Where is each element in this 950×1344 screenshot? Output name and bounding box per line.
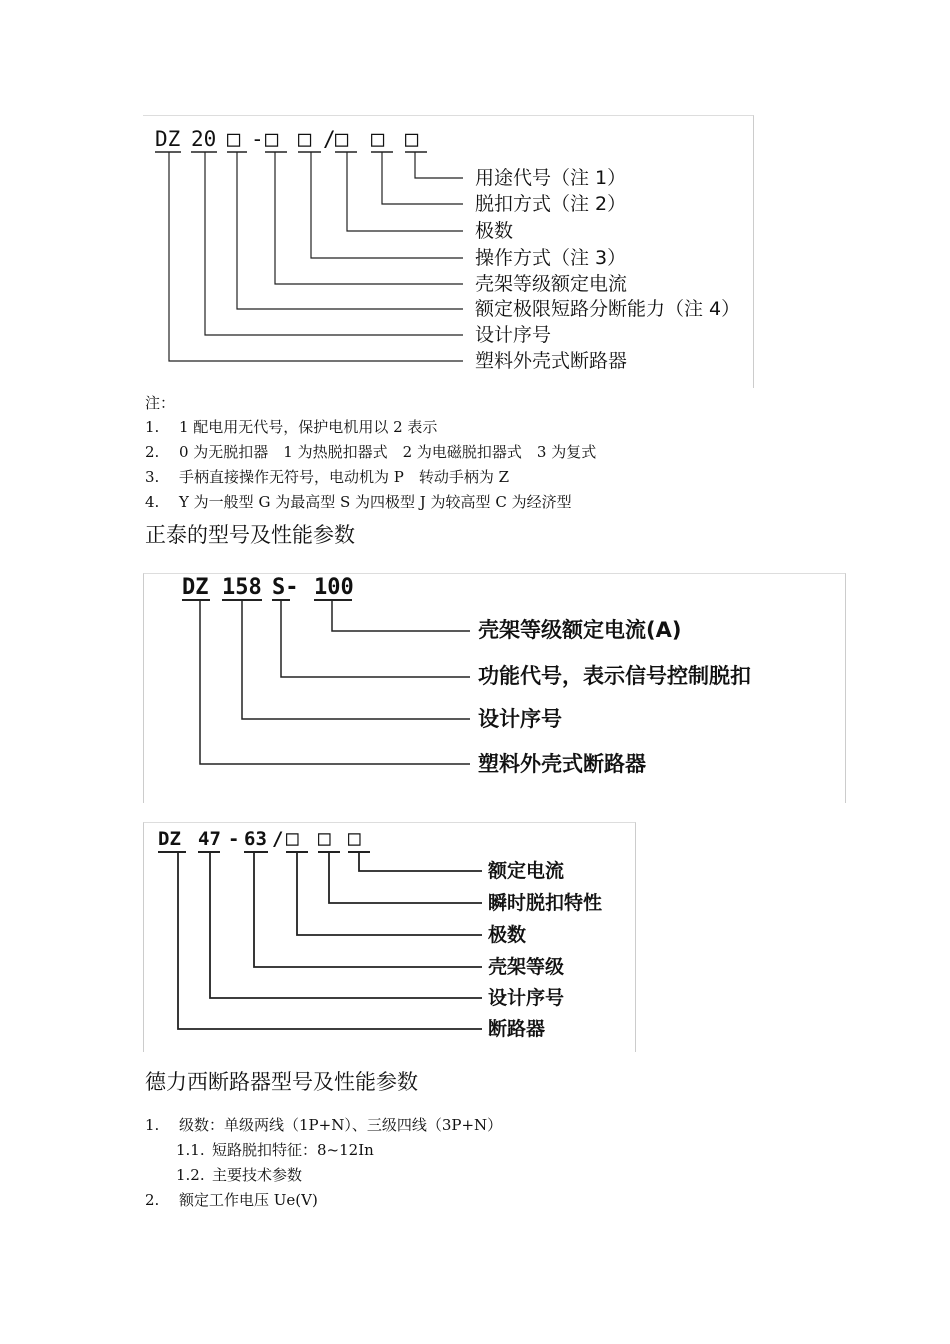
label-usage-code: 用途代号（注 1）: [475, 167, 627, 189]
list-text: 额定工作电压 Ue(V): [179, 1191, 318, 1209]
note-text: 0 为无脱扣器 1 为热脱扣器式 2 为电磁脱扣器式 3 为复式: [179, 443, 597, 461]
dz47-diagram-svg: [144, 823, 635, 1052]
label-poles: 极数: [488, 924, 527, 946]
code-dash: -: [228, 828, 240, 850]
code-dash: -: [251, 127, 264, 151]
label-design-serial: 设计序号: [488, 987, 565, 1009]
leader-line: [359, 852, 482, 871]
code-box-3: □: [348, 826, 361, 850]
code-box-2: □: [318, 826, 331, 850]
label-design-serial: 设计序号: [475, 324, 552, 346]
leader-line: [210, 852, 482, 998]
note-item-4: [145, 493, 572, 511]
label-mccb: 塑料外壳式断路器: [478, 752, 646, 776]
code-s: S-: [272, 575, 299, 600]
note-text: 1 配电用无代号，保护电机用以 2 表示: [179, 418, 438, 436]
list-item-1-1: [176, 1141, 374, 1159]
code-box-2: □: [265, 127, 279, 152]
section-heading-delixi: 德力西断路器型号及性能参数: [145, 1070, 418, 1094]
code-box-3: □: [298, 127, 312, 152]
label-instant-trip: 瞬时脱扣特性: [488, 892, 603, 914]
leader-line: [169, 152, 463, 361]
leader-line: [281, 600, 470, 677]
label-frame-class: 壳架等级: [488, 956, 565, 978]
code-slash: /: [323, 127, 336, 151]
label-mccb: 塑料外壳式断路器: [475, 350, 628, 372]
leader-line: [297, 852, 482, 935]
label-trip-mode: 脱扣方式（注 2）: [475, 193, 627, 215]
dz20-model-diagram: [143, 115, 754, 388]
label-breaker: 断路器: [488, 1018, 546, 1040]
list-number: 2.: [145, 443, 160, 461]
list-number: 3.: [145, 468, 160, 486]
note-item-2: [145, 443, 596, 461]
code-box-4: □: [335, 127, 349, 152]
list-number: 2.: [145, 1191, 160, 1209]
code-box-6: □: [405, 127, 419, 152]
dz158-model-diagram: [143, 573, 846, 803]
code-box-1: □: [227, 127, 241, 152]
label-frame-current: 壳架等级额定电流: [475, 273, 628, 295]
label-frame-current: 壳架等级额定电流(A): [478, 618, 682, 642]
list-number: 4.: [145, 493, 160, 511]
code-47: 47: [198, 828, 221, 850]
list-item-2: [145, 1191, 318, 1209]
code-100: 100: [314, 575, 354, 600]
list-number: 1.: [145, 418, 160, 436]
list-number: 1.2.: [176, 1166, 205, 1184]
code-slash: /: [272, 828, 284, 850]
code-20: 20: [191, 127, 217, 151]
code-dz: DZ: [182, 575, 209, 600]
code-box-1: □: [286, 826, 299, 850]
leader-line: [205, 152, 463, 335]
list-text: 主要技术参数: [212, 1166, 303, 1184]
leader-line: [347, 152, 463, 231]
label-design-serial: 设计序号: [478, 707, 562, 731]
leader-line: [178, 852, 482, 1029]
note-text: 手柄直接操作无符号，电动机为 P 转动手柄为 Z: [179, 468, 510, 486]
leader-line: [415, 152, 463, 178]
label-operation-mode: 操作方式（注 3）: [475, 247, 627, 269]
list-number: 1.1.: [176, 1141, 205, 1159]
leader-line: [332, 600, 470, 631]
note-item-1: [145, 418, 437, 436]
notes-title: 注：: [145, 394, 176, 412]
list-item-1-2: [176, 1166, 302, 1184]
note-item-3: [145, 468, 509, 486]
dz20-diagram-svg: [143, 116, 753, 388]
section-heading-chint: 正泰的型号及性能参数: [145, 523, 355, 547]
list-item-1: [145, 1116, 502, 1134]
leader-line: [329, 852, 482, 903]
label-function-code: 功能代号，表示信号控制脱扣: [478, 664, 751, 688]
note-text: Y 为一般型 G 为最高型 S 为四极型 J 为较高型 C 为经济型: [179, 493, 572, 511]
list-text: 级数：单级两线（1P+N）、三级四线（3P+N）: [179, 1116, 503, 1134]
leader-line: [242, 600, 470, 719]
leader-line: [311, 152, 463, 258]
dz158-diagram-svg: [144, 574, 845, 803]
list-number: 1.: [145, 1116, 160, 1134]
list-text: 短路脱扣特征：8~12In: [212, 1141, 374, 1159]
dz47-model-diagram: [143, 822, 636, 1052]
code-dz: DZ: [158, 828, 181, 850]
code-box-5: □: [371, 127, 385, 152]
label-poles: 极数: [475, 220, 514, 242]
leader-line: [275, 152, 463, 284]
code-158: 158: [222, 575, 262, 600]
leader-line: [200, 600, 470, 764]
leader-line: [254, 852, 482, 967]
label-rated-current: 额定电流: [488, 860, 565, 882]
label-breaking-capacity: 额定极限短路分断能力（注 4）: [475, 298, 741, 320]
code-dz: DZ: [155, 127, 181, 151]
code-63: 63: [244, 828, 267, 850]
